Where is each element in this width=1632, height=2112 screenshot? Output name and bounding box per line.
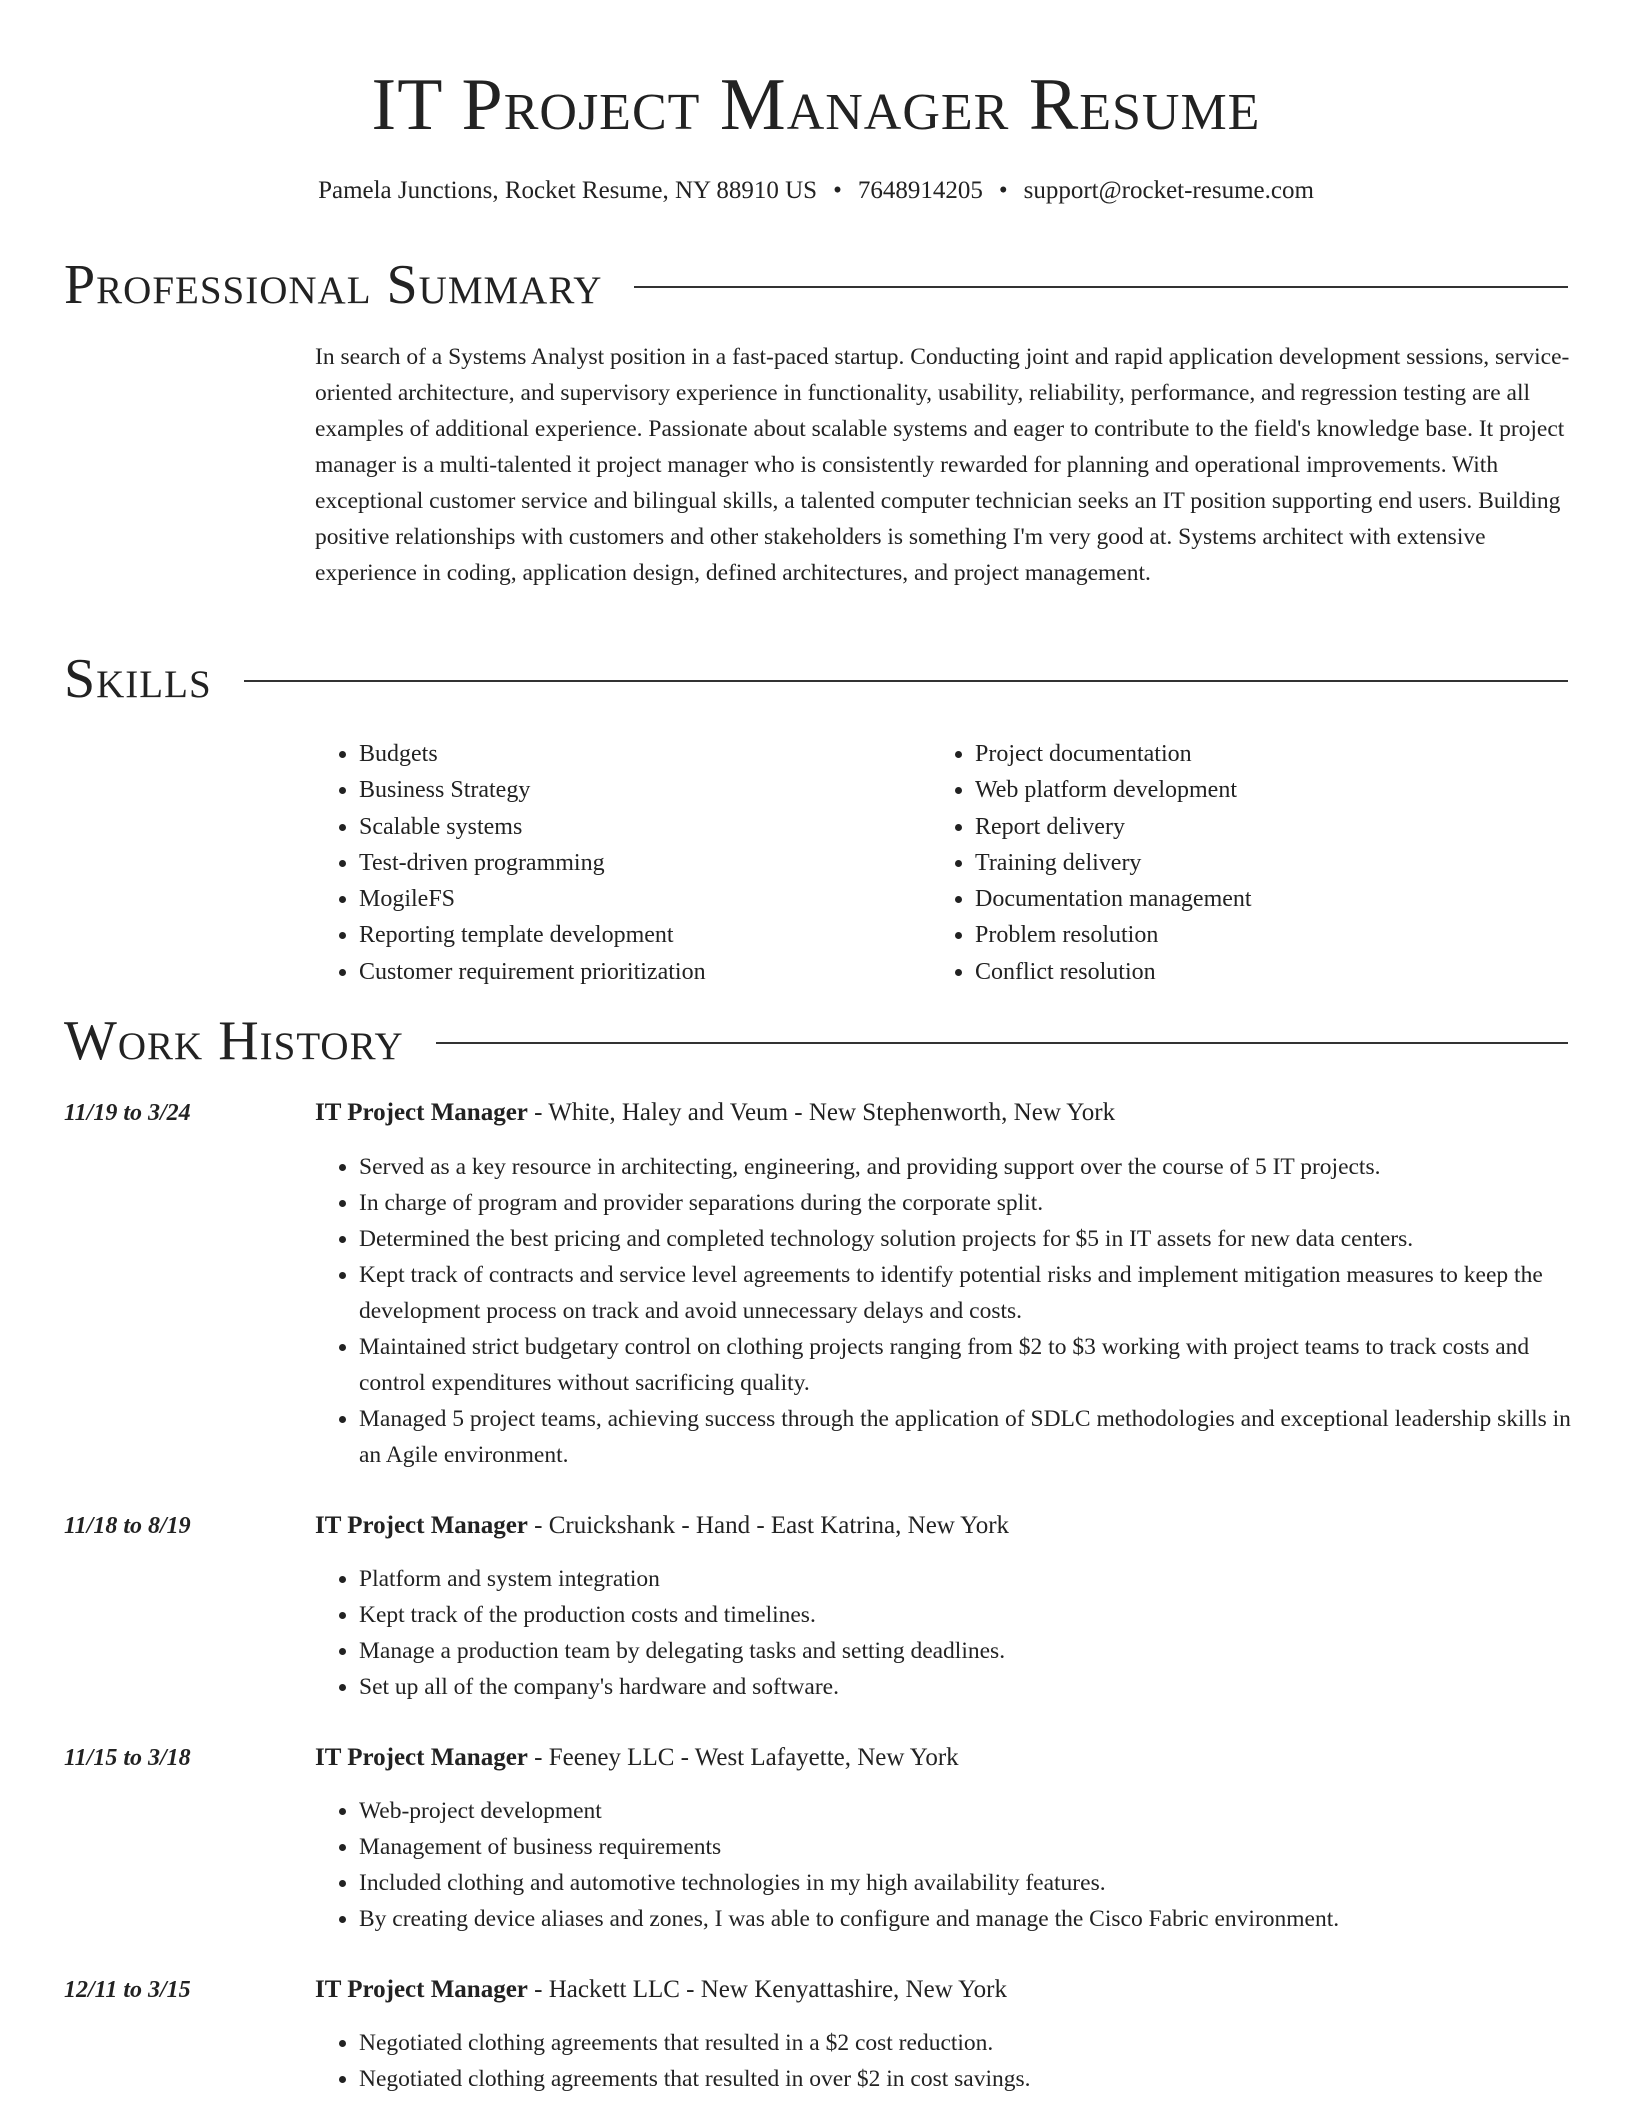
skills-list-left — [315, 736, 931, 990]
job-bullet: • Set up all of the company's hardware and software. — [359, 1669, 1575, 1705]
contact-separator: • — [833, 177, 842, 204]
skills-list-right — [931, 736, 1575, 990]
job-bullets — [315, 1149, 1575, 1473]
job-title: IT Project Manager — [315, 1744, 528, 1771]
skill-item: • Problem resolution — [975, 917, 1575, 953]
section-header-work-history — [64, 1008, 1568, 1074]
job-employer: - Feeney LLC - West Lafayette, New York — [527, 1744, 959, 1771]
job-bullet: • Negotiated clothing agreements that resulted in over $2 in cost savings. — [359, 2061, 1575, 2097]
job-bullet: • Maintained strict budgetary control on clothing projects ranging from $2 to $3 working with project teams to track costs and control expenditures without sacrificing quality. — [359, 1329, 1575, 1401]
job-title: IT Project Manager — [315, 1512, 528, 1539]
skill-item: • Conflict resolution — [975, 954, 1575, 990]
job-heading — [315, 1509, 1009, 1543]
contact-phone: 7648914205 — [857, 177, 983, 204]
section-header-skills — [64, 646, 1568, 712]
job-bullet: • Determined the best pricing and completed technology solution projects for $5 in IT assets for new data centers. — [359, 1221, 1575, 1257]
skill-item: • Test-driven programming — [359, 845, 931, 881]
job-bullet: • Kept track of the production costs and timelines. — [359, 1597, 1575, 1633]
job-employer: - Cruickshank - Hand - East Katrina, New York — [527, 1512, 1010, 1539]
job-employer: - Hackett LLC - New Kenyattashire, New York — [527, 1976, 1007, 2003]
section-divider — [436, 1042, 1568, 1044]
job-bullet: • Manage a production team by delegating tasks and setting deadlines. — [359, 1633, 1575, 1669]
contact-separator: • — [998, 177, 1008, 204]
job-heading — [315, 1973, 1007, 2007]
contact-address: Pamela Junctions, Rocket Resume, NY 88910 US — [318, 177, 818, 204]
job-bullets — [315, 1793, 1575, 1937]
skill-item: • Training delivery — [975, 845, 1575, 881]
job-heading — [315, 1741, 959, 1775]
skill-item: • MogileFS — [359, 881, 931, 917]
job-dates: 11/15 to 3/18 — [64, 1745, 191, 1771]
skill-item: • Documentation management — [975, 881, 1575, 917]
job-bullet: • Web-project development — [359, 1793, 1575, 1829]
job-bullet: • In charge of program and provider separations during the corporate split. — [359, 1185, 1575, 1221]
section-title-work-history: Work History — [64, 1010, 404, 1072]
job-bullets — [315, 1561, 1575, 1705]
resume-title: IT Project Manager Resume — [371, 64, 1261, 146]
job-bullet: • Platform and system integration — [359, 1561, 1575, 1597]
section-header-summary — [64, 252, 1568, 318]
section-divider — [634, 286, 1568, 288]
contact-email: support@rocket-resume.com — [1023, 177, 1314, 204]
job-title: IT Project Manager — [315, 1099, 528, 1126]
job-title: IT Project Manager — [315, 1976, 528, 2003]
section-title-skills: Skills — [64, 648, 212, 710]
section-title-summary: Professional Summary — [64, 254, 603, 316]
skill-item: • Report delivery — [975, 809, 1575, 845]
skill-item: • Project documentation — [975, 736, 1575, 772]
skill-item: • Scalable systems — [359, 809, 931, 845]
skills-columns — [315, 736, 1575, 990]
job-bullet: • By creating device aliases and zones, I was able to configure and manage the Cisco Fabric environment. — [359, 1901, 1575, 1937]
job-bullets — [315, 2025, 1575, 2097]
job-dates: 11/18 to 8/19 — [64, 1513, 191, 1539]
job-dates: 11/19 to 3/24 — [64, 1100, 191, 1126]
section-divider — [244, 680, 1568, 682]
skill-item: • Reporting template development — [359, 917, 931, 953]
job-bullet: • Served as a key resource in architecting, engineering, and providing support over the course of 5 IT projects. — [359, 1149, 1575, 1185]
job-bullet: • Managed 5 project teams, achieving success through the application of SDLC methodologies and exceptional leadership skills in an Agile environment. — [359, 1401, 1575, 1473]
job-bullet: • Included clothing and automotive technologies in my high availability features. — [359, 1865, 1575, 1901]
job-dates: 12/11 to 3/15 — [64, 1977, 191, 2003]
summary-text: In search of a Systems Analyst position in a fast-paced startup. Conducting joint and rapid application development sessions, service-oriented architecture, and supervisory experience in functionality, usability, reliability, performance, and regression testing are all examples of additional experience. Passionate about scalable systems and eager to contribute to the field's knowledge base. It project manager is a multi-talented it project manager who is consistently rewarded for planning and operational improvements. With exceptional customer service and bilingual skills, a talented computer technician seeks an IT position supporting end users. Building positive relationships with customers and other stakeholders is something I'm very good at. Systems architect with extensive experience in coding, application design, defined architectures, and project management. — [315, 344, 1570, 586]
skill-item: • Business Strategy — [359, 772, 931, 808]
job-bullet: • Negotiated clothing agreements that resulted in a $2 cost reduction. — [359, 2025, 1575, 2061]
skill-item: • Customer requirement prioritization — [359, 954, 931, 990]
skill-item: • Budgets — [359, 736, 931, 772]
job-heading — [315, 1096, 1115, 1130]
skill-item: • Web platform development — [975, 772, 1575, 808]
job-employer: - White, Haley and Veum - New Stephenworth, New York — [527, 1099, 1116, 1126]
job-bullet: • Kept track of contracts and service level agreements to identify potential risks and implement mitigation measures to keep the development process on track and avoid unnecessary delays and costs. — [359, 1257, 1575, 1329]
job-bullet: • Management of business requirements — [359, 1829, 1575, 1865]
contact-line — [0, 174, 1632, 208]
